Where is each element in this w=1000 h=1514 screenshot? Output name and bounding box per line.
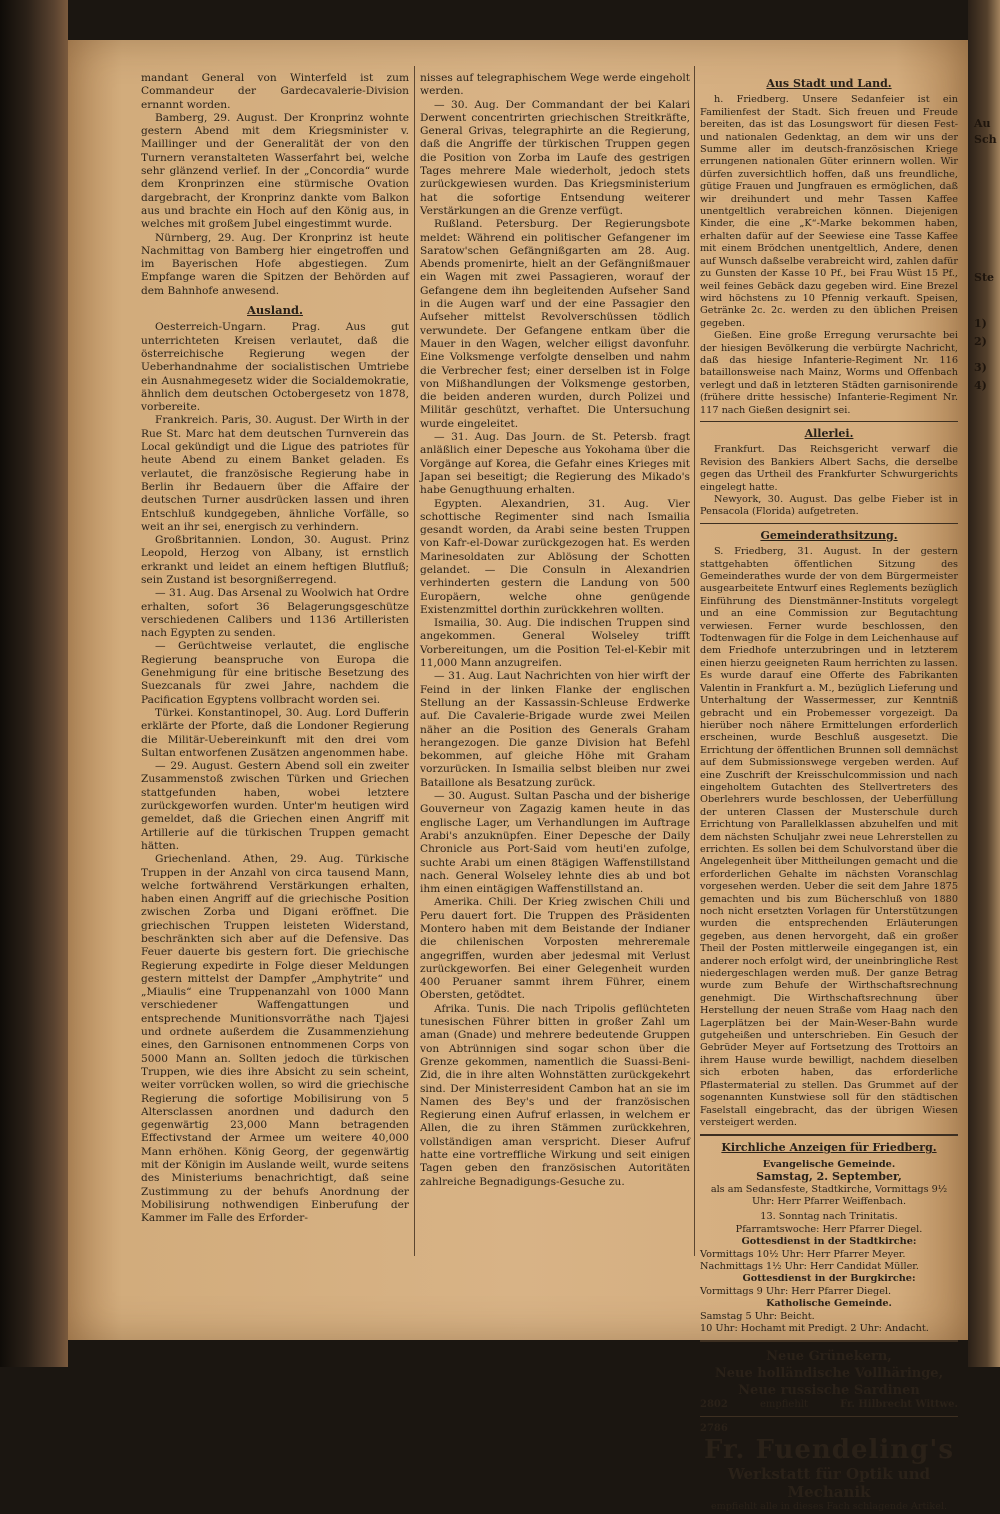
ad-number: 2802 (700, 1399, 728, 1411)
column-2 (420, 72, 690, 1189)
ad-line: Neue holländische Vollhäringe, (714, 1366, 944, 1382)
edge-fragment: 3) (974, 361, 987, 374)
divider (700, 421, 958, 422)
paragraph: — 29. August. Gestern Abend soll ein zweiter Zusammenstoß zwischen Türken und Griechen stattgefunden haben, wobei letztere zurückgeworfen wurden. Unter'm heutigen wird gemeldet, daß die Griechen einen Angriff mit Artillerie auf die türkischen Truppen gemacht hätten. (141, 760, 409, 852)
edge-fragment: Ste (974, 271, 995, 284)
divider (700, 1416, 958, 1417)
service-date: Samstag, 2. September, (756, 1170, 902, 1184)
paragraph: Newyork, 30. August. Das gelbe Fieber ist in Pensacola (Florida) aufgetreten. (700, 494, 958, 518)
divider (700, 1340, 958, 1342)
paragraph: Oesterreich-Ungarn. Prag. Aus gut unterrichteten Kreisen verlautet, daß die österreichische Regierung wegen der Ueberhandnahme der socialistischen Umtriebe ein Ausnahmegesetz wider die Socialdemokratie, ähnlich dem deutschen Octobergesetz von 1878, vorbereite. (141, 321, 409, 414)
ad-number: 2786 (700, 1422, 728, 1434)
column-3 (700, 72, 958, 1514)
divider (700, 523, 958, 524)
paragraph: Afrika. Tunis. Die nach Tripolis geflüchteten tunesischen Führer bitten in großer Zahl um aman (Gnade) und mehrere bedeutende Gruppen von Abtrünnigen sind sogar schon über die Grenze gekommen, namentlich die Suassi-Beni-Zid, die in ihre alten Wohnstätten zurückgekehrt sind. Der Ministerresident Cambon hat an sie im Namen des Bey's und der französischen Regierung einen Aufruf erlassen, in welchem er Allen, die zu ihren Stämmen zurückkehren, vollständigen aman verspricht. Dieser Aufruf hatte eine vortreffliche Wirkung und seit einigen Tagen geben den französischen Autoritäten zahlreiche Begnadigungs-Gesuche zu. (420, 1002, 690, 1188)
paragraph: Gießen. Eine große Erregung verursachte bei der hiesigen Bevölkerung die verbürgte Nachricht, daß das hiesige Infanterie-Regiment Nr. 116 bataillonsweise nach Mainz, Worms und Offenbach verlegt und daß in letzteren Städten garnisonirende (frühere dritte hessische) Infanterie-Regiment Nr. 117 nach Gießen designirt sei. (700, 330, 958, 416)
column-rule (694, 66, 695, 1256)
service-text: als am Sedansfeste, Stadtkirche, Vormittags 9½ Uhr: Herr Pfarrer Weiffenbach. (710, 1183, 948, 1207)
paragraph: — 31. Aug. Das Arsenal zu Woolwich hat Ordre erhalten, sofort 36 Belagerungsgeschütze verschiedenen Calibers und 1136 Artilleristen nach Egypten zu senden. (141, 587, 409, 640)
service-line: Vormittags 10½ Uhr: Herr Pfarrer Meyer. (700, 1248, 906, 1260)
church-heading: Katholische Gemeinde. (766, 1298, 892, 1310)
edge-fragment: 4) (974, 379, 987, 392)
book-binding (0, 0, 68, 1367)
advertisement-optics (700, 1423, 958, 1514)
paragraph: Amerika. Chili. Der Krieg zwischen Chili und Peru dauert fort. Die Truppen des Präsidenten Montero haben mit dem Beistande der Indianer die chilenischen Vorposten mehreremale angegriffen, wurden aber jedesmal mit Verlust zurückgeworfen. Bei einer Gelegenheit wurden 400 Peruaner sammt ihrem Führer, einem Obersten, getödtet. (420, 896, 690, 1002)
column-1 (141, 72, 409, 1226)
ad-firm: Fr. Hilbrecht Wittwe. (840, 1399, 958, 1411)
paragraph: h. Friedberg. Unsere Sedanfeier ist ein Familienfest der Stadt. Sich freuen und Freude bereiten, das ist das Losungswort für diesen Fest- und nationalen Gedenktag, an dem wir uns der Summe aller im deutsch-französischen Kriege errungenen nationalen Güter erinnern wollen. Wir dürfen zuversichtlich hoffen, daß uns freundliche, gütige Frauen und Jungfrauen es ermöglichen, daß wir dreihundert und mehr Tassen Kaffee unentgeltlich verabreichen können. Diejenigen Kinder, die eine „K“-Marke bekommen haben, erhalten dafür auf der Seewiese eine Tasse Kaffee mit einem Brödchen unentgeltlich, Andere, denen auf Wunsch daßselbe verabreicht wird, zahlen dafür zu Gunsten der Kasse 10 Pf., bei Frau Wüst 15 Pf., weil feines Gebäck dazu gegeben wird. Eine Brezel wird höchstens zu 10 Pfennig verkauft. Speisen, Getränke 2c. 2c. werden zu den üblichen Preisen gegeben. (700, 94, 958, 329)
adjacent-page-edge (968, 0, 1000, 1367)
service-pfarramt: Pfarramtswoche: Herr Pfarrer Diegel. (735, 1223, 923, 1235)
paragraph: — Gerüchtweise verlautet, die englische Regierung beanspruche von Europa die Genehmigung für eine britische Besetzung des Suezcanals für zwei Jahre, nachdem die Pacification Egyptens vollbracht worden sei. (141, 640, 409, 706)
paragraph: Frankfurt. Das Reichsgericht verwarf die Revision des Bankiers Albert Sachs, die derselbe gegen das Urtheil des Frankfurter Schwurgerichts eingelegt hatte. (700, 444, 958, 493)
paragraph: — 31. Aug. Das Journ. de St. Petersb. fragt anläßlich einer Depesche aus Yokohama über die Vorgänge auf Korea, die Gefahr eines Krieges mit Japan sei beseitigt; die Regierung des Mikado's habe Genugthuung erhalten. (420, 431, 690, 497)
ad-recommend: empfiehlt (759, 1399, 808, 1411)
paragraph: Türkei. Konstantinopel, 30. Aug. Lord Dufferin erklärte der Pforte, daß die Londoner Regierung die Militär-Uebereinkunft mit den drei vom Sultan entworfenen Zusätzen angenommen habe. (141, 706, 409, 759)
edge-fragment: 2) (974, 335, 987, 348)
paragraph: Rußland. Petersburg. Der Regierungsbote meldet: Während ein politischer Gefangener im Saratow'schen Gefängnißgarten am 28. Aug. Abends promenirte, hielt an der Gefängnißmauer ein Wagen mit zwei Passagieren, worauf der Gefangene dem ihn begleitenden Aufseher Sand in die Augen warf und der eine Passagier den Aufseher mittelst Revolverschüssen tödlich verwundete. Der Gefangene entkam über die Mauer in den Wagen, welcher eiligst davonfuhr. Eine Volksmenge verfolgte denselben und nahm die Verbrecher fest; einer derselben ist in Folge von Mißhandlungen der Volksmenge gestorben, die beiden anderen wurden, durch Polizei und Militär geschützt, verhaftet. Die Untersuchung wurde eingeleitet. (420, 218, 690, 430)
church-heading: Evangelische Gemeinde. (762, 1158, 896, 1170)
edge-fragment: Au (974, 117, 991, 130)
paragraph: — 30. Aug. Der Commandant der bei Kalari Derwent concentrirten griechischen Streitkräfte, General Grivas, telegraphirte an die Regierung, daß die Angriffe der türkischen Truppen gegen die Position von Zorba im Laufe des gestrigen Tages mehrere Male wiederholt, jedoch stets zurückgewiesen wurden. Das Kriegsministerium hat die sofortige Entsendung weiterer Verstärkungen an die Grenze verfügt. (420, 98, 690, 217)
service-line: Samstag 5 Uhr: Beicht. (700, 1310, 815, 1322)
church-heading: Gottesdienst in der Burgkirche: (742, 1273, 916, 1285)
ad-firm: Fr. Fuendeling's (704, 1435, 954, 1466)
paragraph: — 31. Aug. Laut Nachrichten von hier wirft der Feind in der linken Flanke der englischen Stellung an der Kassassin-Schleuse Erdwerke auf. Die Cavalerie-Brigade wurde zwei Meilen näher an die Position des Generals Graham herangezogen. Die ganze Division hat Befehl bekommen, auf gleiche Höhe mit Graham vorzurücken. In Ismailia selbst bleiben nur zwei Bataillone als Besatzung zurück. (420, 670, 690, 789)
paragraph: Frankreich. Paris, 30. August. Der Wirth in der Rue St. Marc hat dem deutschen Turnverein das Local gekündigt und die Ligue des patriotes für heute Abend zu einem Banket geladen. Es verlautet, die französische Regierung habe in Berlin ihr Bedauern über die Affaire der deutschen Turner ausdrücken lassen und ihren Entschluß kundgegeben, ähnliche Vorfälle, so weit an ihr sei, energisch zu verhindern. (141, 414, 409, 533)
section-heading: Ausland. (247, 303, 303, 318)
paragraph: Bamberg, 29. August. Der Kronprinz wohnte gestern Abend mit dem Kriegsminister v. Maillinger und der Generalität der von den Turnern veranstalteten Wasserfahrt bei, welche sehr glänzend verlief. In der „Concordia“ wurde dem Kronprinzen eine stürmische Ovation dargebracht, der Kronprinz dankte vom Balkon aus und brachte ein Hoch auf den König aus, in welches mit großem Jubel eingestimmt wurde. (141, 111, 409, 231)
service-sunday: 13. Sonntag nach Trinitatis. (760, 1211, 898, 1223)
service-line: Nachmittags 1½ Uhr: Herr Candidat Müller. (700, 1260, 919, 1272)
newspaper-page (68, 40, 968, 1513)
ad-line: Neue russische Sardinen (738, 1383, 920, 1399)
section-heading: Gemeinderathsitzung. (760, 528, 898, 542)
service-line: 10 Uhr: Hochamt mit Predigt. 2 Uhr: Andacht. (700, 1323, 929, 1334)
advertisement-groceries (700, 1348, 958, 1411)
ad-text: empfiehlt alle in dieses Fach schlagende Artikel. (711, 1501, 947, 1513)
ad-subtitle: Werkstatt für Optik und Mechanik (727, 1465, 931, 1502)
paragraph: — 30. August. Sultan Pascha und der bisherige Gouverneur von Zagazig kamen heute in das englische Lager, um Verhandlungen im Auftrage Arabi's anzuknüpfen. Einer Depesche der Daily Chronicle aus Port-Said vom heuti'en zufolge, suchte Arabi um einen 8tägigen Waffenstillstand nach. General Wolseley lehnte dies ab und bot ihm einen eintägigen Waffenstillstand an. (420, 790, 690, 896)
paragraph: Großbritannien. London, 30. August. Prinz Leopold, Herzog von Albany, ist ernstlich erkrankt und leidet an einem heftigen Blutfluß; sein Zustand ist besorgnißerregend. (141, 534, 409, 586)
edge-fragment: Sch (974, 133, 997, 146)
column-rule (414, 66, 415, 1256)
section-heading: Kirchliche Anzeigen für Friedberg. (721, 1141, 937, 1155)
paragraph: mandant General von Winterfeld ist zum Commandeur der Gardecavalerie-Division ernannt worden. (141, 72, 409, 111)
ad-line: Neue Grünekern, (766, 1349, 892, 1365)
paragraph: nisses auf telegraphischem Wege werde eingeholt werden. (420, 72, 690, 98)
section-heading: Allerlei. (804, 426, 854, 440)
church-heading: Gottesdienst in der Stadtkirche: (741, 1236, 917, 1248)
paragraph: Nürnberg, 29. Aug. Der Kronprinz ist heute Nachmittag von Bamberg hier eingetroffen und im Bayerischen Hofe abgestiegen. Zum Empfange waren die Spitzen der Behörden auf dem Bahnhofe anwesend. (141, 231, 409, 297)
service-line: Vormittags 9 Uhr: Herr Pfarrer Diegel. (700, 1285, 892, 1297)
section-heading: Aus Stadt und Land. (766, 77, 892, 90)
paragraph: Egypten. Alexandrien, 31. Aug. Vier schottische Regimenter sind nach Ismailia gesandt worden, da Arabi seine besten Truppen von Kafr-el-Dowar zurückgezogen hat. Es werden Marinesoldaten zur Ablösung der Schotten gelandet. — Die Consuln in Alexandrien verhinderten gestern die Landung von 500 Europäern, welche ohne genügende Existenzmittel dorthin zurückkehren wollten. (420, 497, 690, 616)
edge-fragment: 1) (974, 317, 987, 330)
paragraph: Griechenland. Athen, 29. Aug. Türkische Truppen in der Anzahl von circa tausend Mann, welche fortwährend Verstärkungen erhalten, haben einen Angriff auf die griechische Position zwischen Zorba und Digani eröffnet. Die griechischen Truppen leisteten Widerstand, beschränkten sich aber auf die Defensive. Das Feuer dauerte bis gestern fort. Die griechische Regierung expedirte in Folge dieser Meldungen gestern mittelst der Dampfer „Amphytrite“ und „Miaulis“ eine Truppenanzahl von 1000 Mann verschiedener Waffengattungen und entsprechende Munitionsvorräthe nach Tjajesi und ordnete außerdem die Zusammenziehung eines, den Garnisonen entnommenen Corps von 5000 Mann an. Sollten jedoch die türkischen Truppen, wie dies ihre Absicht zu sein scheint, weiter vorrücken wollen, so wird die griechische Regierung die sofortige Mobilisirung von 5 Altersclassen anordnen und dadurch den gegenwärtig 23,000 Mann betragenden Effectivstand der Armee um weitere 40,000 Mann erhöhen. König Georg, der gegenwärtig mit der Königin im Auslande weilt, wurde seitens des Ministeriums benachrichtigt, daß seine Zustimmung zu der behufs Anordnung der Mobilisirung nothwendigen Einberufung der Kammer im Falle des Erforder- (141, 853, 409, 1225)
paragraph: Ismailia, 30. Aug. Die indischen Truppen sind angekommen. General Wolseley trifft Vorbereitungen, um die Position Tel-el-Kebir mit 11,000 Mann anzugreifen. (420, 617, 690, 670)
paragraph: S. Friedberg, 31. August. In der gestern stattgehabten öffentlichen Sitzung des Gemeinderathes wurde der von dem Bürgermeister ausgearbeitete Entwurf eines Reglements bezüglich Einführung des Dienstmänner-Instituts vorgelegt und an eine Commission zur Begutachtung verwiesen. Ferner wurde beschlossen, den Todtenwagen für die Folge in dem Leichenhause auf dem Friedhofe unterzubringen und in letzterem einen hierzu geeigneten Raum herrichten zu lassen. Es wurde darauf eine Offerte des Fabrikanten Valentin in Frankfurt a. M., bezüglich Lieferung und Unterhaltung der Wassermesser, zur Kenntniß gebracht und ein Probemesser vorgezeigt. Da hierüber noch nähere Ermittelungen erforderlich erscheinen, wurde Beschluß ausgesetzt. Die Errichtung der öffentlichen Brunnen soll demnächst auf dem Submissionswege vergeben werden. Auf eine Zuschrift der Kreisschulcommission und nach eingeholtem Gutachten des Stellvertreters des Oberlehrers wurde beschlossen, der Ueberfüllung der unteren Classen der Musterschule durch Errichtung von Parallelklassen abzuhelfen und mit dem nächsten Schuljahr zwei neue Lehrerstellen zu errichten. Es sollen bei dem Schulvorstand über die Angelegenheit über Mittheilungen gemacht und die erforderlichen Gehalte im nächsten Voranschlag vorgesehen werden. Ueber die seit dem Jahre 1875 gemachten und bis zum Bücherschluß von 1880 noch nicht ersetzten Vorlagen für Unterstützungen wurden die entsprechenden Erläuterungen gegeben, aus denen hervorgeht, daß ein großer Theil der Posten mittlerweile eingegangen ist, ein anderer noch erfolgt wird, der uneinbringliche Rest niedergeschlagen werden muß. Der ganze Betrag wurde zum Behufe der Wirthschaftsrechnung genehmigt. Die Wirthschaftsrechnung über Herstellung der neuen Straße vom Haag nach den Lagerplätzen bei der Main-Weser-Bahn wurde gutgeheißen und unterschrieben. Ein Gesuch der Gebrüder Meyer auf Fortsetzung des Trottoirs an ihrem Hause wurde bewilligt, nachdem dieselben sich erboten haben, das erforderliche Pflastermaterial zu stellen. Das Grummet auf der sogenannten Kunstwiese soll für den städtischen Faselstall eingebracht, das der übrigen Wiesen versteigert werden. (700, 546, 958, 1128)
divider (700, 1134, 958, 1136)
